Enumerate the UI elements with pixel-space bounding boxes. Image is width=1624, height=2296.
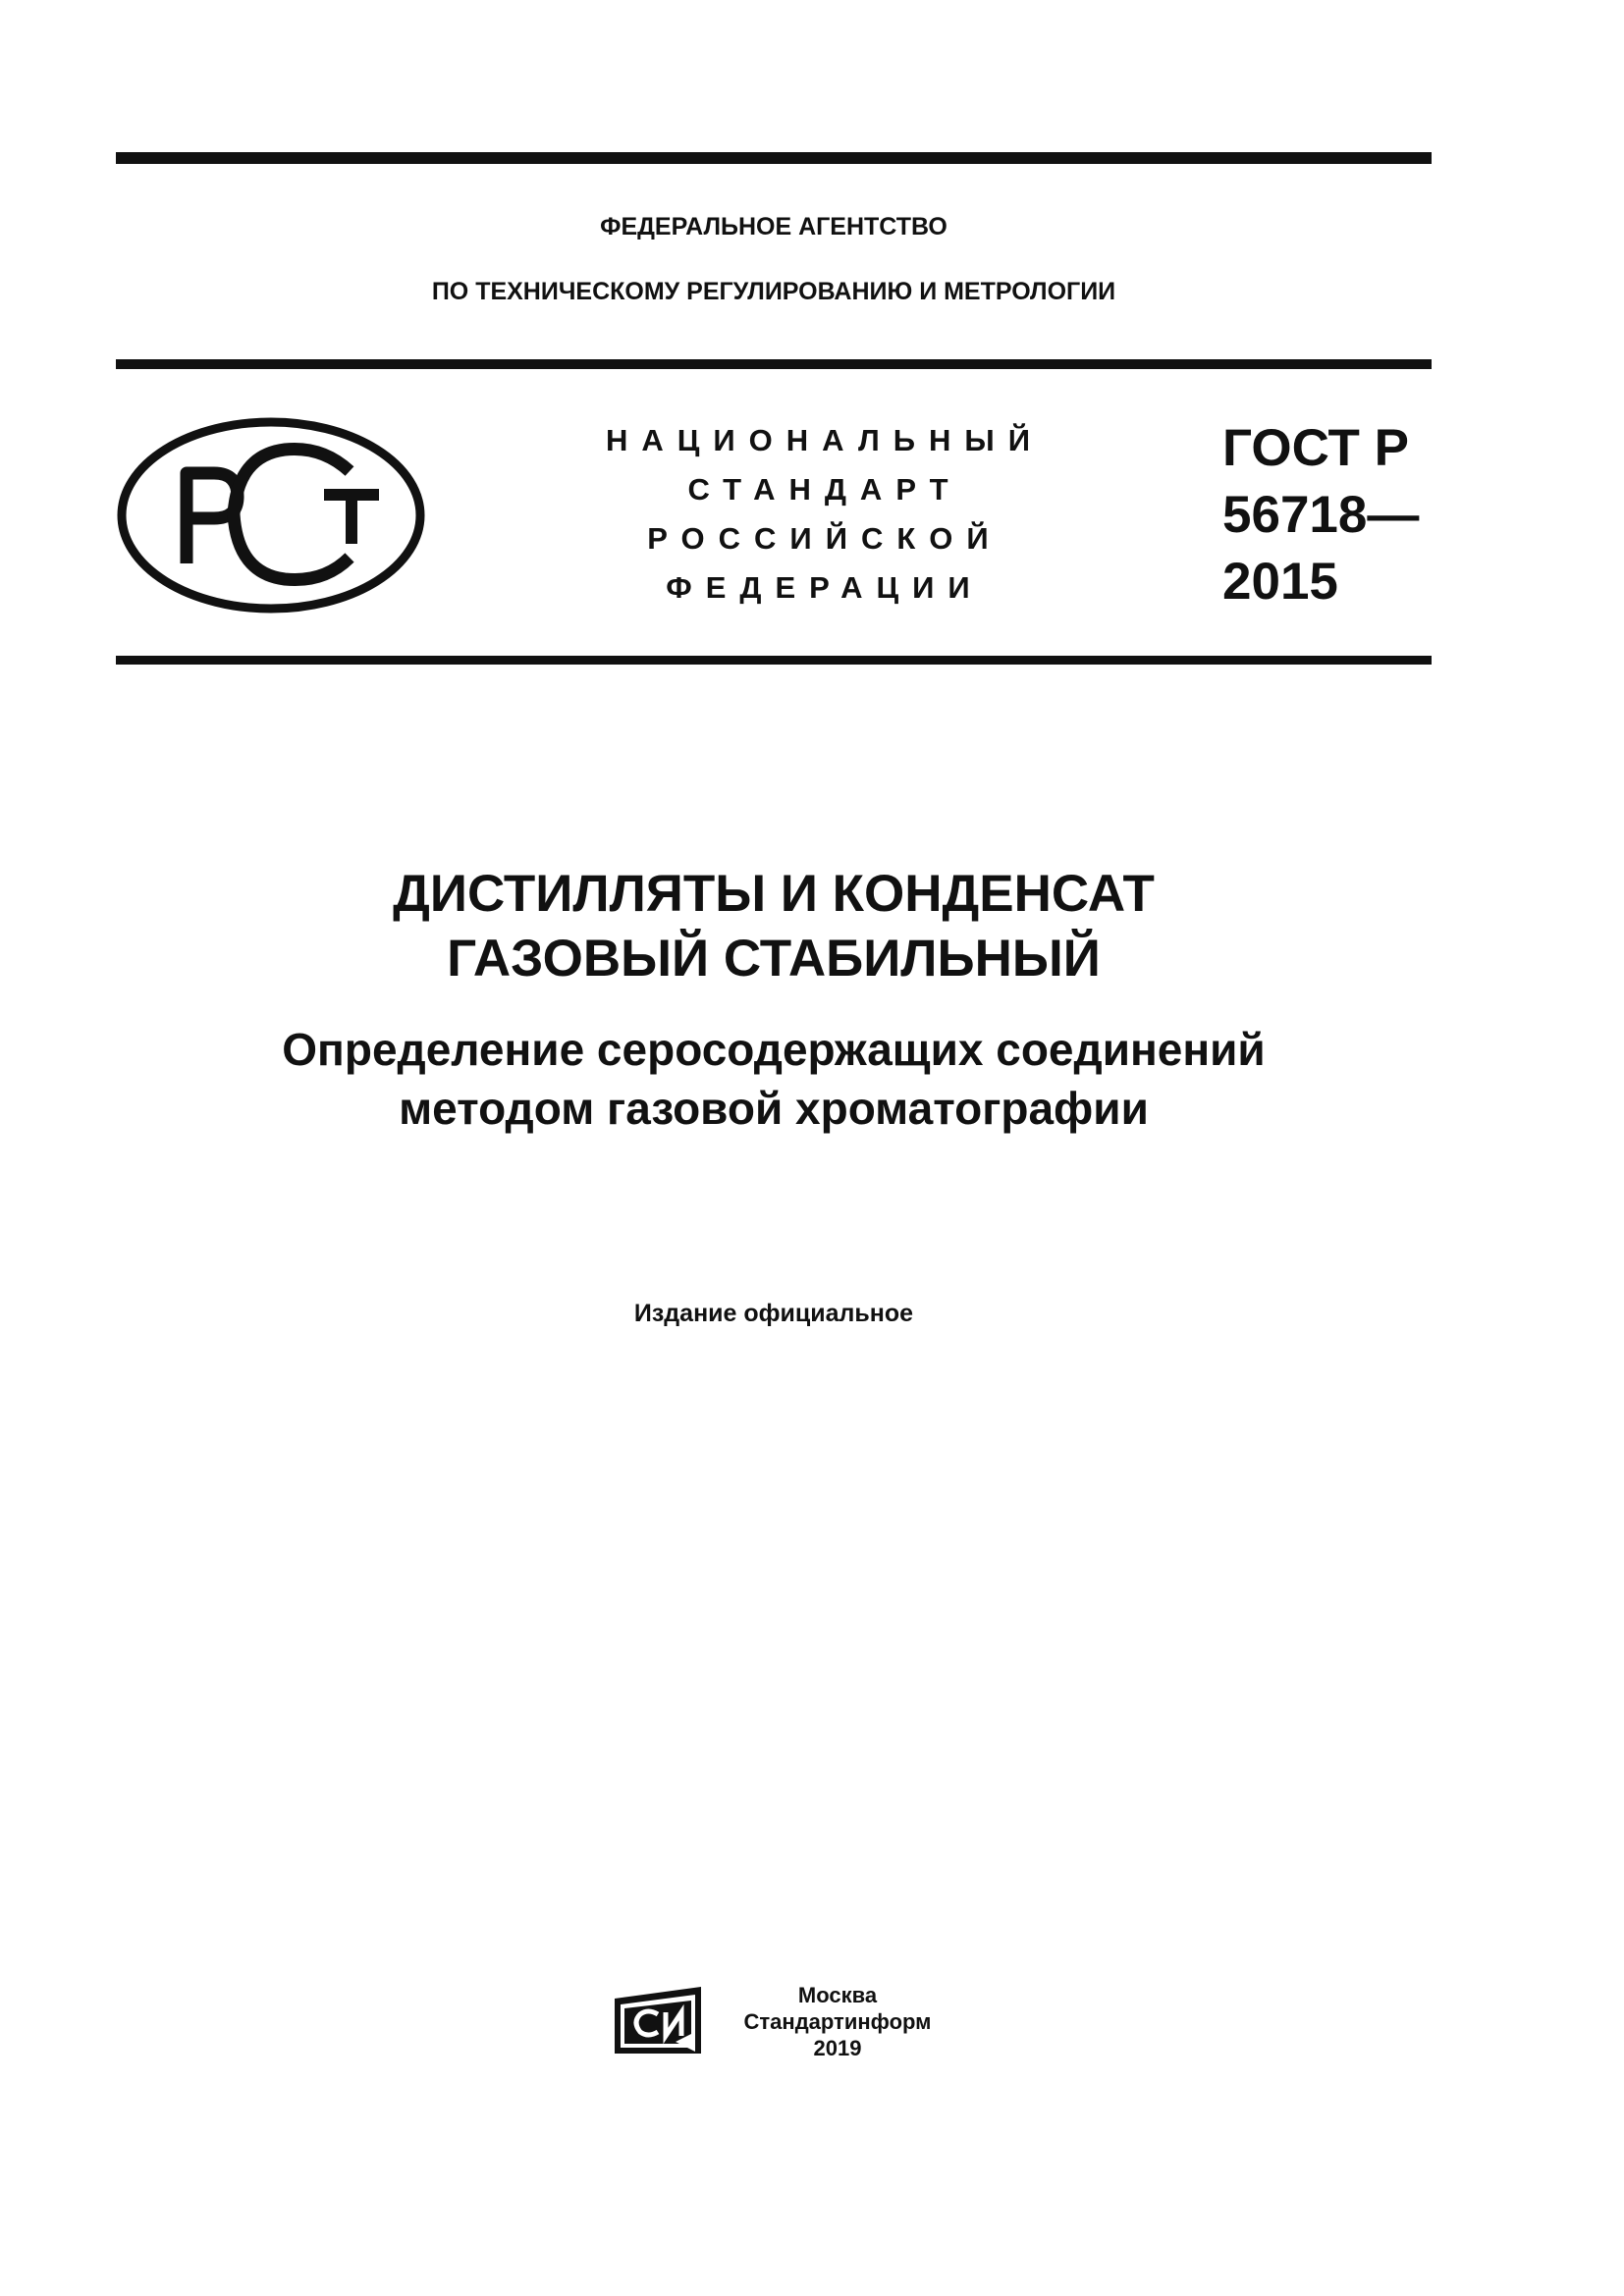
edition-label: Издание официальное <box>633 1300 914 1327</box>
publisher-city: Москва <box>797 1983 878 2007</box>
publisher-name: Стандартинформ <box>743 2009 932 2034</box>
rst-emblem-text: РСТ <box>116 416 118 417</box>
standartinform-logo-text: СИ <box>611 1985 613 1986</box>
publication-year: 2019 <box>813 2036 862 2060</box>
standartinform-logo-icon <box>611 1985 705 2057</box>
agency-name-line-2: ПО ТЕХНИЧЕСКОМУ РЕГУЛИРОВАНИЮ И МЕТРОЛОГИИ <box>431 278 1116 305</box>
standard-designation-line-1: ГОСТ Р <box>1222 419 1409 477</box>
document-subtitle-line-2: методом газовой хроматографии <box>399 1083 1149 1134</box>
middle-divider <box>116 359 1432 369</box>
national-standard-line-2: СТАНДАРТ <box>687 472 962 507</box>
document-title-line-1: ДИСТИЛЛЯТЫ И КОНДЕНСАТ <box>393 865 1155 923</box>
standard-designation-line-2: 56718— <box>1222 486 1420 544</box>
document-title-line-2: ГАЗОВЫЙ СТАБИЛЬНЫЙ <box>447 930 1101 988</box>
document-subtitle-line-1: Определение серосодержащих соединений <box>282 1024 1266 1075</box>
agency-name-line-1: ФЕДЕРАЛЬНОЕ АГЕНТСТВО <box>600 213 947 240</box>
national-standard-line-4: ФЕДЕРАЦИИ <box>666 570 984 605</box>
top-divider <box>116 152 1432 164</box>
national-standard-line-1: НАЦИОНАЛЬНЫЙ <box>605 423 1045 457</box>
national-standard-line-3: РОССИЙСКОЙ <box>647 521 1002 556</box>
standard-designation-line-3: 2015 <box>1222 553 1338 611</box>
rst-emblem-icon <box>116 416 426 614</box>
bottom-divider <box>116 656 1432 665</box>
